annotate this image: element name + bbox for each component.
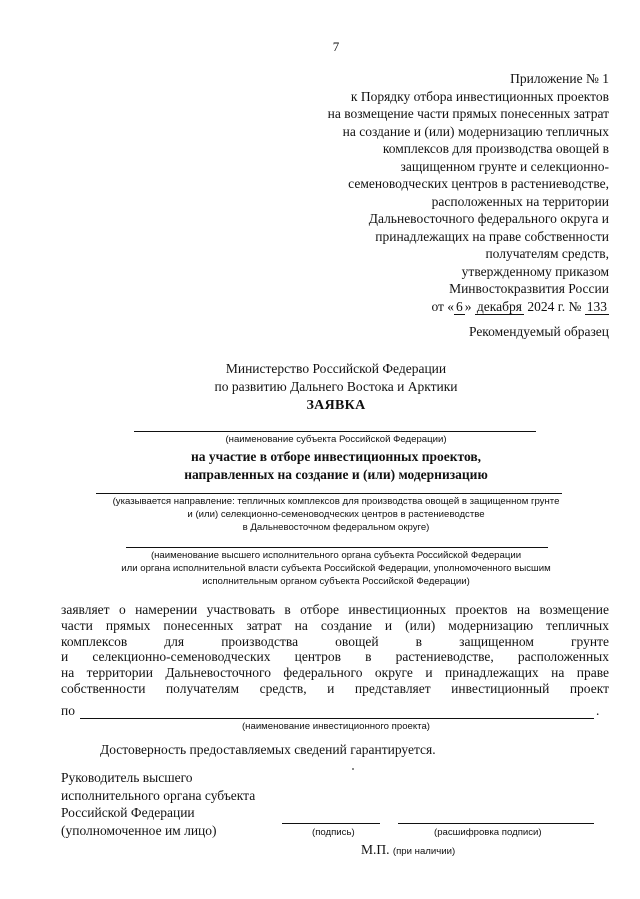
scan-speck [352,768,354,770]
decryption-caption: (расшифровка подписи) [434,827,542,838]
appendix-line: принадлежащих на праве собственности [375,228,609,244]
appendix-block [328,70,609,315]
project-blank-line [80,718,594,719]
direction-caption [0,495,640,534]
order-month: декабря [476,298,522,314]
authority-caption [0,549,640,588]
head-line: (уполномоченное им лицо) [61,822,217,838]
appendix-line: утвержденному приказом [461,263,609,279]
po-end-dot: . [596,703,600,718]
statement-line: собственности получателям средств, и представляет инвестиционный проект [61,680,609,696]
caption-line: в Дальневосточном федеральном округе) [242,522,430,533]
recommended-sample: Рекомендуемый образец [468,324,609,339]
po-label: по [61,703,75,718]
decryption-line [398,823,594,824]
head-signatory [61,769,255,839]
order-number: 133 [586,298,607,314]
caption-line: (наименование высшего исполнительного органа субъекта Российской Федерации [150,550,522,561]
signature-caption: (подпись) [312,827,355,838]
appendix-line: защищенном грунте и селекционно- [400,158,609,174]
direction-blank-line [96,493,562,494]
caption-line: (указывается направление: тепличных комплексов для производства овощей в защищенном грунте [112,496,560,507]
participation-line: направленных на создание и (или) модернизацию [184,467,488,482]
page-number: 7 [332,39,340,54]
appendix-line: получателям средств, [485,246,609,261]
project-caption: (наименование инвестиционного проекта) [241,721,430,732]
subject-caption: (наименование субъекта Российской Федерации) [225,434,447,445]
participation-line: на участие в отборе инвестиционных проектов, [190,449,482,464]
appendix-line: комплексов для производства овощей в [382,141,609,156]
seal-line [361,842,455,858]
seal-note: (при наличии) [392,846,456,857]
appendix-line: Минвостокразвития России [449,281,609,296]
caption-line: и (или) селекционно-семеноводческих центров в растениеводстве [187,509,485,520]
reliability-statement: Достоверность предоставляемых сведений гарантируется. [100,742,436,757]
ministry-line: по развитию Дальнего Востока и Арктики [214,379,458,394]
head-line: Руководитель высшего [61,770,193,785]
order-mid1: » [464,298,472,314]
subject-blank-line [134,431,536,432]
head-line: исполнительного органа субъекта [61,787,256,803]
statement-line: заявляет о намерении участвовать в отборе инвестиционных проектов на возмещение [61,602,609,617]
ministry-line: Министерство Российской Федерации [225,361,447,376]
participation-heading [0,448,640,484]
caption-line: исполнительным органом субъекта Российской Федерации) [202,576,470,587]
appendix-line: к Порядку отбора инвестиционных проектов [350,88,609,104]
ministry-name [0,360,640,396]
signature-line [282,823,380,824]
head-line: Российской Федерации [61,805,195,820]
document-title: ЗАЯВКА [306,398,366,413]
authority-blank-line [126,547,548,548]
order-mid2: 2024 г. № [527,298,582,314]
order-date-line [328,298,609,316]
statement-line: и селекционно-семеноводческих центров в растениеводстве, расположенных [61,649,609,665]
appendix-line: на создание и (или) модернизацию тепличных [342,123,609,139]
order-day: 6 [456,298,463,314]
appendix-line: на возмещение части прямых понесенных затрат [327,106,609,121]
appendix-line: Дальневосточного федерального округа и [368,211,609,226]
statement-paragraph [61,602,609,697]
seal-label: М.П. [361,842,390,857]
appendix-line: Приложение № 1 [510,71,609,86]
statement-line: части прямых понесенных затрат на создание и (или) модернизацию тепличных [61,617,609,633]
statement-line: комплексов для производства овощей в защищенном грунте [61,633,609,649]
statement-line: на территории Дальневосточного федерального округе и принадлежащих на праве [61,665,609,681]
appendix-line: расположенных на территории [431,193,609,209]
order-prefix: от « [431,298,455,314]
appendix-line: семеноводческих центров в растениеводстве, [348,176,609,191]
caption-line: или органа исполнительной власти субъекта Российской Федерации, уполномоченного высшим [121,563,551,574]
